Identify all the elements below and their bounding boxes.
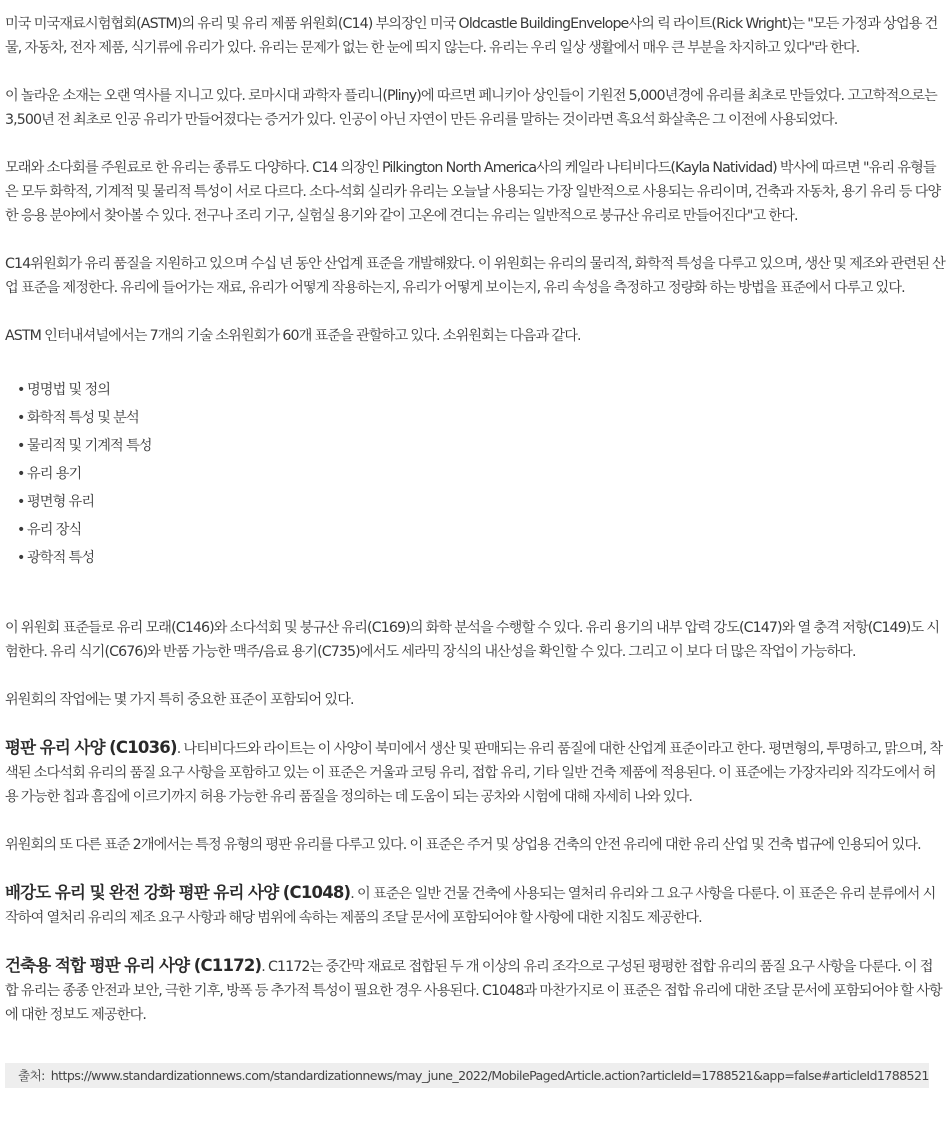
source-url[interactable]: https://www.standardizationnews.com/standardizationnews/may_june_2022/MobilePagedArticle.action?articleId=1788521&app=false#articleId1788521 <box>50 1068 929 1083</box>
standard-title: 평판 유리 사양 (C1036) <box>5 738 177 757</box>
list-item: • 평면형 유리 <box>17 488 945 516</box>
list-item: • 화학적 특성 및 분석 <box>17 404 945 432</box>
standard-body: . C1172는 중간막 재료로 접합된 두 개 이상의 유리 조각으로 구성된 평평한 접합 유리의 품질 요구 사항을 다룬다. 이 접합 유리는 종종 안전과 보안, 극한 기후, 방폭 등 추가적 특성이 필요한 경우 사용된다. C1048과 마찬가지로 이 표준은 접합 유리에 대한 조달 문서에 포함되어야 할 사항에 대한 정보도 제공한다. <box>5 959 942 1023</box>
bullet-icon: • <box>17 466 25 482</box>
source-citation <box>5 1063 929 1088</box>
standard-c1172 <box>5 954 945 1027</box>
list-item: • 유리 용기 <box>17 460 945 488</box>
standard-title: 배강도 유리 및 완전 강화 평판 유리 사양 (C1048) <box>5 883 351 902</box>
standard-c1048 <box>5 881 945 930</box>
bullet-icon: • <box>17 410 25 426</box>
paragraph-subcommittees-intro: ASTM 인터내셔널에서는 7개의 기술 소위원회가 60개 표준을 관할하고 있다. 소위원회는 다음과 같다. <box>5 328 581 344</box>
bullet-icon: • <box>17 494 25 510</box>
paragraph-history: 이 놀라운 소재는 오랜 역사를 지니고 있다. 로마시대 과학자 플리니(Pliny)에 따르면 페니키아 상인들이 기원전 5,000년경에 유리를 최초로 만들었다. 고고학적으로는 3,500년 전 최초로 인공 유리가 만들어졌다는 증거가 있다. 인공이 아닌 자연이 만든 유리를 말하는 것이라면 흑요석 화살촉은 그 이전에 사용되었다. <box>5 88 937 128</box>
standard-c1036 <box>5 736 945 809</box>
subcommittee-list <box>5 376 945 572</box>
list-item: • 광학적 특성 <box>17 544 945 572</box>
bullet-icon: • <box>17 522 25 538</box>
bullet-icon: • <box>17 438 25 454</box>
bullet-icon: • <box>17 382 25 398</box>
paragraph-other-standards: 위원회의 또 다른 표준 2개에서는 특정 유형의 평판 유리를 다루고 있다. 이 표준은 주거 및 상업용 건축의 안전 유리에 대한 유리 산업 및 건축 법규에 인용되어 있다. <box>5 837 921 853</box>
list-item: • 유리 장식 <box>17 516 945 544</box>
list-item: • 물리적 및 기계적 특성 <box>17 432 945 460</box>
bullet-icon: • <box>17 550 25 566</box>
paragraph-committee: C14위원회가 유리 품질을 지원하고 있으며 수십 년 동안 산업계 표준을 개발해왔다. 이 위원회는 유리의 물리적, 화학적 특성을 다루고 있으며, 생산 및 제조와 관련된 산업 표준을 제정한다. 유리에 들어가는 재료, 유리가 어떻게 작용하는지, 유리가 어떻게 보이는지, 유리 속성을 측정하고 정량화 하는 방법을 표준에서 다루고 있다. <box>5 256 945 296</box>
paragraph-intro: 미국 미국재료시험협회(ASTM)의 유리 및 유리 제품 위원회(C14) 부의장인 미국 Oldcastle BuildingEnvelope사의 릭 라이트(Rick Wright)는 "모든 가정과 상업용 건물, 자동차, 전자 제품, 식기류에 유리가 있다. 유리는 문제가 없는 한 눈에 띄지 않는다. 유리는 우리 일상 생활에서 매우 큰 부분을 차지하고 있다"라 한다. <box>5 16 938 56</box>
paragraph-important-standards: 위원회의 작업에는 몇 가지 특히 중요한 표준이 포함되어 있다. <box>5 692 354 708</box>
standard-title: 건축용 적합 평판 유리 사양 (C1172) <box>5 956 262 975</box>
source-label: 출처: <box>18 1068 45 1083</box>
paragraph-analysis: 이 위원회 표준들로 유리 모래(C146)와 소다석회 및 붕규산 유리(C169)의 화학 분석을 수행할 수 있다. 유리 용기의 내부 압력 강도(C147)와 열 충격 저항(C149)도 시험한다. 유리 식기(C676)와 반품 가능한 맥주/음료 용기(C735)에서도 세라믹 장식의 내산성을 확인할 수 있다. 그리고 이 보다 더 많은 작업이 가능하다. <box>5 620 940 660</box>
paragraph-glass-types: 모래와 소다회를 주원료로 한 유리는 종류도 다양하다. C14 의장인 Pilkington North America사의 케일라 나티비다드(Kayla Natividad) 박사에 따르면 "유리 유형들은 모두 화학적, 기계적 및 물리적 특성이 서로 다르다. 소다-석회 실리카 유리는 오늘날 사용되는 가장 일반적으로 사용되는 유리이며, 건축과 자동차, 용기 유리 등 다양한 응용 분야에서 찾아볼 수 있다. 전구나 조리 기구, 실험실 용기와 같이 고온에 견디는 유리는 일반적으로 붕규산 유리로 만들어진다"고 한다. <box>5 160 941 224</box>
standard-body: . 나티비다드와 라이트는 이 사양이 북미에서 생산 및 판매되는 유리 품질에 대한 산업계 표준이라고 한다. 평면형의, 투명하고, 맑으며, 착색된 소다석회 유리의 품질 요구 사항을 포함하고 있는 이 표준은 거울과 코팅 유리, 접합 유리, 기타 일반 건축 제품에 적용된다. 이 표준에는 가장자리와 직각도에서 허용 가능한 칩과 흠집에 이르기까지 허용 가능한 유리 품질을 정의하는 데 도움이 되는 공차와 시험에 대해 자세히 나와 있다. <box>5 741 943 805</box>
standard-body: . 이 표준은 일반 건물 건축에 사용되는 열처리 유리와 그 요구 사항을 다룬다. 이 표준은 유리 분류에서 시작하여 열처리 유리의 제조 요구 사항과 해당 범위에 속하는 제품의 조달 문서에 포함되어야 할 사항에 대한 지침도 제공한다. <box>5 886 936 926</box>
list-item: • 명명법 및 정의 <box>17 376 945 404</box>
